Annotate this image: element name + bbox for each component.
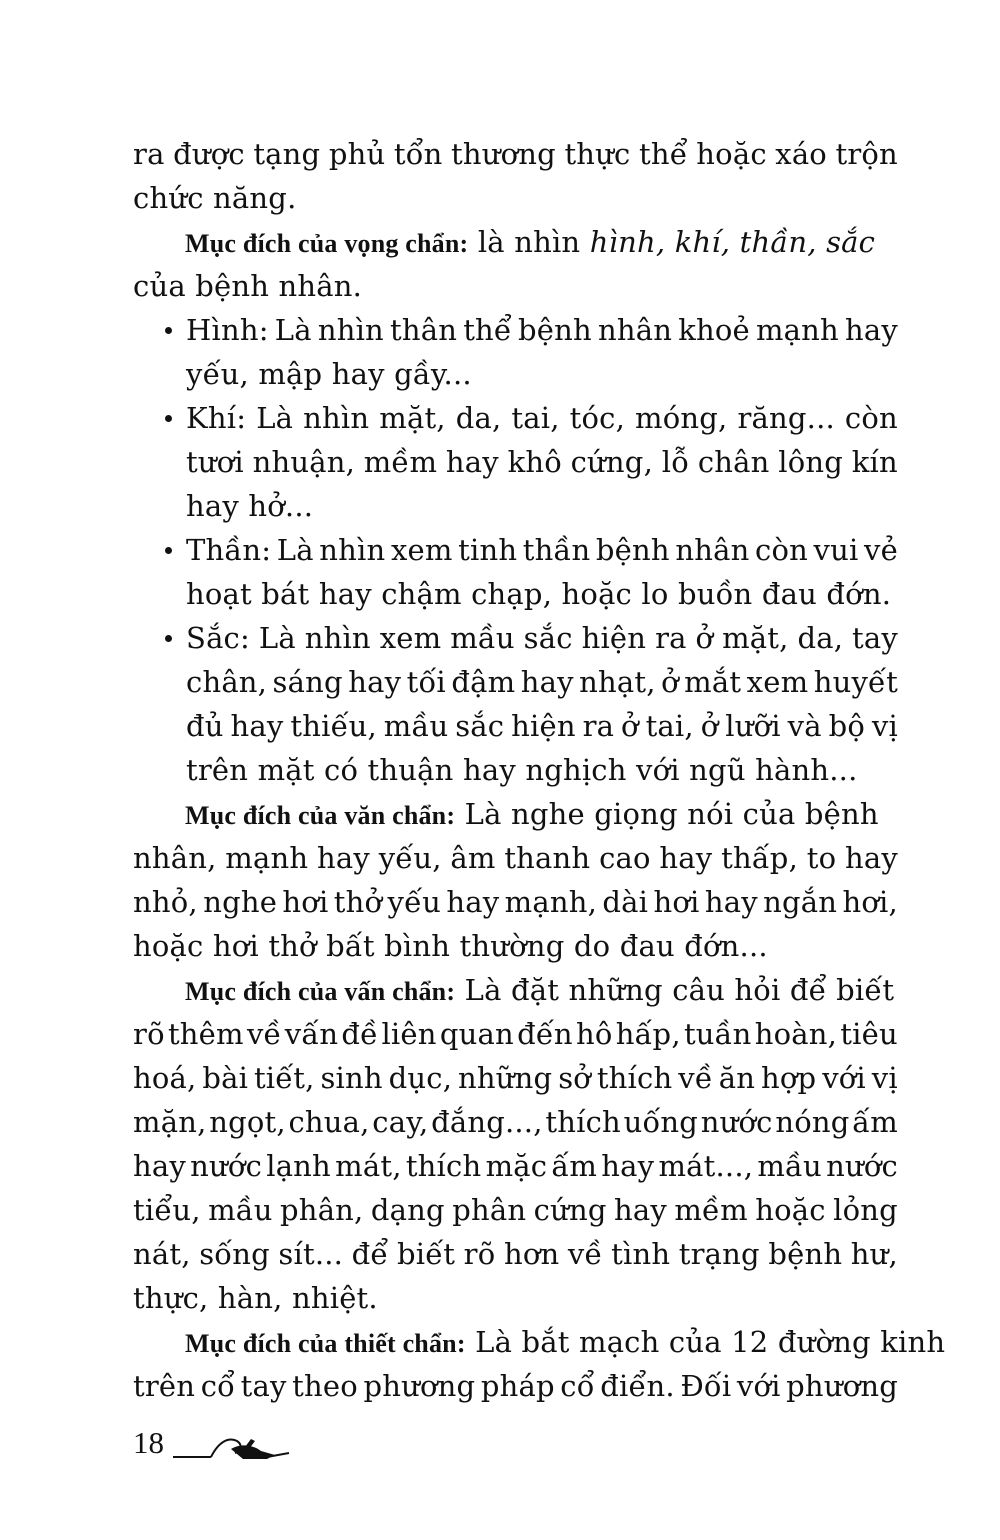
word: da, <box>797 621 844 655</box>
word: tiêu <box>840 1017 898 1051</box>
word: nước <box>190 1149 263 1183</box>
text-line <box>133 704 898 748</box>
word: lạnh <box>266 1149 331 1183</box>
word: tay <box>852 621 898 655</box>
word: thanh <box>504 841 591 875</box>
word: ra <box>133 137 165 171</box>
word: về <box>567 1237 603 1271</box>
word: Là <box>274 313 312 347</box>
text-line <box>133 660 898 704</box>
word: hay <box>845 841 898 875</box>
word: đến <box>517 1017 573 1051</box>
word: to <box>806 841 837 875</box>
word: hợp <box>761 1061 817 1095</box>
text-line <box>133 1056 898 1100</box>
bullet-icon <box>165 547 172 554</box>
word: sắc <box>523 621 573 655</box>
term-khi: khí, <box>674 225 731 259</box>
word: âm <box>450 841 496 875</box>
word: và <box>787 709 822 743</box>
word: những <box>458 1061 553 1095</box>
word: hấp, <box>615 1017 681 1051</box>
word: khô <box>507 445 562 479</box>
word: sống <box>199 1237 270 1271</box>
word: tổn <box>393 137 443 171</box>
word: nước <box>826 1149 898 1183</box>
word: uống <box>623 1105 699 1139</box>
word: nhân <box>675 533 750 567</box>
word: cứng <box>533 1193 607 1227</box>
word: tai, <box>645 709 694 743</box>
word: biết <box>396 1237 456 1271</box>
word: cổ <box>560 1369 595 1403</box>
word: hơi <box>653 885 700 919</box>
word: bệnh <box>518 313 592 347</box>
word: hay <box>446 885 500 919</box>
word: yếu, <box>378 841 442 875</box>
word: móng, <box>635 401 728 435</box>
word: nhìn <box>319 533 386 567</box>
word: hư, <box>850 1237 898 1271</box>
word: mạnh <box>755 313 839 347</box>
word: vị <box>871 709 898 743</box>
word: hay <box>845 313 898 347</box>
word: mặt, <box>379 401 446 435</box>
text-line <box>133 1188 898 1232</box>
word: mát, <box>335 1149 402 1183</box>
word: mặt, <box>722 621 789 655</box>
word: vị <box>871 1061 898 1095</box>
word: răng... <box>737 401 835 435</box>
word: chân <box>697 445 770 479</box>
word: hay <box>520 665 574 699</box>
word: Sắc: <box>186 621 250 655</box>
word: thần <box>522 533 591 567</box>
bullet-item-hinh <box>133 308 898 352</box>
word: hay <box>614 1193 667 1227</box>
word: thể <box>639 137 688 171</box>
word: thở <box>333 885 383 919</box>
heading-vong-chan: Mục đích của vọng chẩn: <box>185 229 469 258</box>
word: trên <box>133 1369 196 1403</box>
word: sắc <box>455 709 505 743</box>
word: trộn <box>835 137 898 171</box>
word: hoàn, <box>754 1017 838 1051</box>
word: huyết <box>813 665 898 699</box>
word: xem <box>390 533 453 567</box>
word: Là <box>276 533 314 567</box>
text-line <box>133 440 898 484</box>
text-line: thực, hàn, nhiệt. <box>133 1281 378 1315</box>
word: với <box>822 1061 866 1095</box>
word: bài <box>202 1061 249 1095</box>
word: tai, <box>511 401 560 435</box>
word: hay <box>601 1149 655 1183</box>
word: vui <box>813 533 859 567</box>
word: phân <box>452 1193 527 1227</box>
word: hay <box>348 665 402 699</box>
word: thấp, <box>721 841 798 875</box>
word: khoẻ <box>678 313 750 347</box>
word: hay <box>230 709 284 743</box>
word: tình <box>611 1237 671 1271</box>
word: nát, <box>133 1237 191 1271</box>
bullet-item-sac <box>133 616 898 660</box>
term-than: thần, <box>739 225 817 259</box>
word: nhìn <box>304 621 371 655</box>
word: thương <box>451 137 556 171</box>
word: pháp <box>480 1369 555 1403</box>
word: nhân <box>598 313 673 347</box>
word: tinh <box>458 533 518 567</box>
word: yếu <box>387 885 442 919</box>
word: cứng, <box>570 445 653 479</box>
word: còn <box>755 533 808 567</box>
word: hô <box>575 1017 613 1051</box>
word: nhìn <box>303 401 370 435</box>
text-line: hoặc hơi thở bất bình thường do đau đớn... <box>133 929 768 963</box>
word: quan <box>439 1017 514 1051</box>
word: thêm <box>167 1017 244 1051</box>
word: xem <box>379 621 442 655</box>
word: đủ <box>186 709 224 743</box>
word: đề <box>341 1017 379 1051</box>
word: hoặc <box>696 137 767 171</box>
word: thiếu, <box>290 709 377 743</box>
word: mầu <box>208 1193 273 1227</box>
word: lông <box>778 445 844 479</box>
text-line: của bệnh nhân. <box>133 269 363 303</box>
word: rõ <box>463 1237 496 1271</box>
word: còn <box>844 401 898 435</box>
word: hay <box>659 841 713 875</box>
word: Là <box>258 621 296 655</box>
word: nhìn <box>317 313 384 347</box>
word: cổ <box>200 1369 236 1403</box>
text-line: hay hở... <box>186 489 314 523</box>
term-sac: sắc <box>826 225 876 259</box>
word: Thần: <box>186 533 272 567</box>
word: mềm <box>363 445 438 479</box>
word: ở <box>695 621 714 655</box>
word: Là <box>256 401 294 435</box>
word: tiết, <box>253 1061 315 1095</box>
word: Đối <box>680 1369 732 1403</box>
word: chua, <box>288 1105 370 1139</box>
word: xáo <box>775 137 827 171</box>
word: nước <box>700 1105 773 1139</box>
word: hay <box>317 841 370 875</box>
word: bệnh <box>595 533 670 567</box>
word: sinh <box>320 1061 383 1095</box>
word: nhạt, <box>579 665 656 699</box>
word: điển. <box>600 1369 675 1403</box>
heading-van-chan-2: Mục đích của vấn chẩn: <box>185 977 456 1006</box>
paragraph-thiet-chan <box>133 1320 946 1364</box>
word: ra <box>582 709 615 743</box>
word: sít... <box>278 1237 344 1271</box>
text-line: yếu, mập hay gầy... <box>186 357 472 391</box>
word: vẻ <box>864 533 898 567</box>
bullet-icon <box>165 415 172 422</box>
word: mạnh <box>225 841 309 875</box>
word: hơi, <box>842 885 898 919</box>
word: nóng <box>775 1105 850 1139</box>
word: với <box>736 1369 781 1403</box>
text-line: hoạt bát hay chậm chạp, hoặc lo buồn đau đớn. <box>186 577 892 611</box>
text-line <box>133 1100 898 1144</box>
writing-hand-ornament-icon <box>171 1427 291 1463</box>
word: đậm <box>451 665 516 699</box>
word: phương <box>363 1369 476 1403</box>
word: bệnh <box>768 1237 843 1271</box>
word: tối <box>406 665 446 699</box>
word: mát..., <box>658 1149 754 1183</box>
word: tạng <box>253 137 321 171</box>
bullet-icon <box>165 635 172 642</box>
word: lỏng <box>833 1193 898 1227</box>
word: đắng..., <box>431 1105 543 1139</box>
word: hay <box>704 885 758 919</box>
paragraph-vong-chan <box>133 220 898 264</box>
word: hay <box>445 445 499 479</box>
page-body <box>133 132 946 1408</box>
text-line <box>133 836 898 880</box>
word: nhỏ, <box>133 885 198 919</box>
word: liên <box>381 1017 437 1051</box>
word: thích <box>545 1105 621 1139</box>
word: ở <box>700 709 719 743</box>
word: mềm <box>674 1193 748 1227</box>
word: thân <box>390 313 458 347</box>
word: hoá, <box>133 1061 197 1095</box>
word: sở <box>558 1061 591 1095</box>
word: thích <box>596 1061 673 1095</box>
word: nhân, <box>133 841 217 875</box>
word: thích <box>405 1149 482 1183</box>
bullet-item-than <box>133 528 898 572</box>
word: ở <box>661 665 679 699</box>
word: Khí: <box>186 401 247 435</box>
text-line <box>133 1144 898 1188</box>
word: nhuận, <box>252 445 356 479</box>
word: ấm <box>551 1149 598 1183</box>
word: tuần <box>683 1017 752 1051</box>
word: tóc, <box>569 401 626 435</box>
word: phương <box>786 1369 898 1403</box>
paragraph-van-chan-2 <box>133 968 898 1012</box>
word: da, <box>455 401 502 435</box>
word: cay, <box>372 1105 429 1139</box>
word: ngọt, <box>209 1105 286 1139</box>
word: ăn <box>718 1061 756 1095</box>
van2-text: Là đặt những câu hỏi để biết <box>455 973 895 1007</box>
vong-text: là nhìn <box>468 225 590 259</box>
word: ở <box>621 709 639 743</box>
word: phân, <box>280 1193 364 1227</box>
word: cao <box>599 841 651 875</box>
bullet-icon <box>165 327 172 334</box>
text-line <box>133 1364 898 1408</box>
text-line: chức năng. <box>133 181 297 215</box>
word: vấn <box>284 1017 339 1051</box>
word: hoặc <box>755 1193 826 1227</box>
word: trạng <box>678 1237 760 1271</box>
word: về <box>678 1061 713 1095</box>
word: nghe <box>203 885 278 919</box>
text-line <box>133 880 898 924</box>
word: dục, <box>388 1061 453 1095</box>
word: hay <box>133 1149 186 1183</box>
term-hinh: hình, <box>589 225 666 259</box>
page-number: 18 <box>133 1425 164 1460</box>
text-line <box>133 132 898 176</box>
word: phủ <box>328 137 386 171</box>
word: mạnh, <box>504 885 598 919</box>
heading-thiet-chan: Mục đích của thiết chẩn: <box>185 1329 466 1358</box>
word: dài <box>602 885 649 919</box>
word: dạng <box>370 1193 445 1227</box>
heading-van-chan: Mục đích của văn chẩn: <box>185 801 456 830</box>
word: chân, <box>186 665 268 699</box>
word: mặn, <box>133 1105 207 1139</box>
word: ra <box>655 621 687 655</box>
word: lỗ <box>661 445 690 479</box>
bullet-item-khi <box>133 396 898 440</box>
word: để <box>351 1237 389 1271</box>
text-line <box>133 1232 898 1276</box>
word: hiện <box>581 621 647 655</box>
word: ngắn <box>763 885 838 919</box>
text-line <box>133 1012 898 1056</box>
word: lưỡi <box>725 709 781 743</box>
word: tươi <box>186 445 244 479</box>
word: hơi <box>282 885 329 919</box>
word: hiện <box>511 709 576 743</box>
word: tay <box>240 1369 287 1403</box>
word: mắt <box>684 665 742 699</box>
word: ấm <box>852 1105 898 1139</box>
word: tiểu, <box>133 1193 201 1227</box>
word: xem <box>746 665 809 699</box>
word: mầu <box>383 709 449 743</box>
van-text: Là nghe giọng nói của bệnh <box>455 797 879 831</box>
word: mặc <box>485 1149 548 1183</box>
word: mầu <box>450 621 515 655</box>
word: thể <box>463 313 512 347</box>
word: rõ <box>133 1017 165 1051</box>
word: về <box>246 1017 282 1051</box>
text-line: trên mặt có thuận hay nghịch với ngũ hành... <box>186 753 858 787</box>
word: được <box>173 137 245 171</box>
word: bộ <box>828 709 865 743</box>
word: mầu <box>757 1149 822 1183</box>
word: thực <box>564 137 631 171</box>
word: hơn <box>503 1237 560 1271</box>
word: Hình: <box>186 313 269 347</box>
word: sáng <box>272 665 343 699</box>
word: theo <box>292 1369 358 1403</box>
page-footer <box>133 1425 433 1465</box>
thiet-text: Là bắt mạch của 12 đường kinh <box>465 1325 946 1359</box>
word: kín <box>851 445 898 479</box>
paragraph-van-chan <box>133 792 898 836</box>
